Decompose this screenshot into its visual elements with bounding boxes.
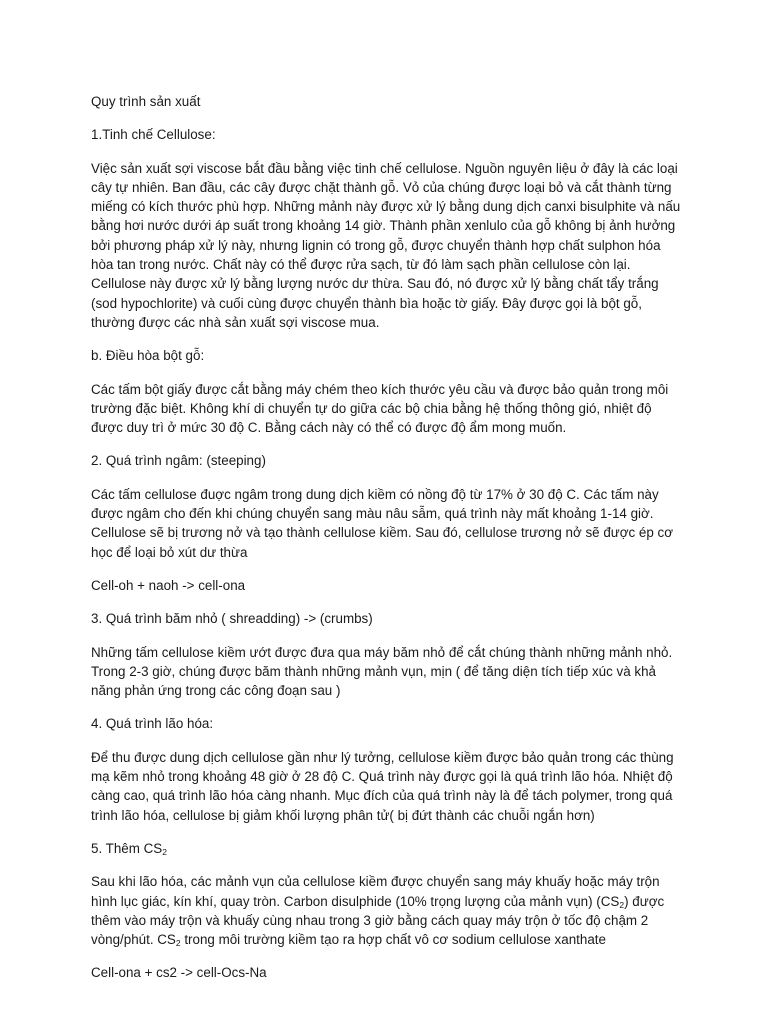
heading-text: 5. Thêm CS [91,840,163,856]
subscript: 2 [175,938,181,949]
paragraph-ngam: Các tấm cellulose đuợc ngâm trong dung dịch kiềm có nồng độ từ 17% ở 30 độ C. Các tấm này được ngâm cho đến khi chúng chuyển sang màu nâu sẫm, quá trình này mất khoảng 1-14 giờ. Cellulose sẽ bị trương nở và tạo thành cellulose kiềm. Sau đó, cellulose trương nở sẽ được ép cơ học để loại bỏ xút dư thừa [91,486,674,560]
paragraph-text-b: ) được thêm vào máy trộn và khuấy cùng nhau trong 3 giờ bằng cách quay máy trộn ở tốc độ chậm 2 vòng/phút. CS [91,893,665,948]
section-heading-bam-nho: 3. Quá trình băm nhỏ ( shreadding) -> (crumbs) [91,611,373,627]
document-page [91,92,681,997]
equation-ngam: Cell-oh + naoh -> cell-ona [91,577,246,593]
section-heading-tinh-che: 1.Tinh chế Cellulose: [91,127,216,143]
subscript: 2 [162,846,167,857]
paragraph-them-cs2 [91,872,681,949]
section-heading-ngam: 2. Quá trình ngâm: (steeping) [91,453,266,469]
paragraph-lao-hoa: Để thu được dung dịch cellulose gần như lý tưởng, cellulose kiềm được bảo quản trong các thùng mạ kẽm nhỏ trong khoảng 48 giờ ở 28 độ C. Quá trình này được gọi là quá trình lão hóa. Nhiệt độ càng cao, quá trình lão hóa càng nhanh. Mục đích của quá trình này là để tách polymer, trong quá trình lão hóa, cellulose bị giảm khối lượng phân tử( bị đứt thành các chuỗi ngắn hơn) [91,749,674,823]
equation-them-cs2: Cell-ona + cs2 -> cell-Ocs-Na [91,965,267,981]
section-heading-lao-hoa: 4. Quá trình lão hóa: [91,716,214,732]
section-heading-them-cs2 [91,839,681,858]
subscript: 2 [619,899,625,910]
paragraph-dieu-hoa: Các tấm bột giấy được cắt bằng máy chém theo kích thước yêu cầu và được bảo quản trong môi trường đặc biệt. Không khí di chuyển tự do giữa các bộ chia bằng hệ thống thông gió, nhiệt độ được duy trì ở mức 30 độ C. Bằng cách này có thể có được độ ẩm mong muốn. [91,381,669,436]
paragraph-text-a: Sau khi lão hóa, các mảnh vụn của cellulose kiềm được chuyển sang máy khuấy hoặc máy trộn hình lục giác, kín khí, quay tròn. Carbon disulphide (10% trọng lượng của mảnh vụn) (CS [91,874,660,909]
paragraph-tinh-che: Việc sản xuất sợi viscose bắt đầu bằng việc tinh chế cellulose. Nguồn nguyên liệu ở đây là các loại cây tự nhiên. Ban đầu, các cây được chặt thành gỗ. Vỏ của chúng được loại bỏ và cắt thành từng miếng có kích thước phù hợp. Những mảnh này được xử lý bằng dung dịch canxi bisulphite và nấu bằng hơi nước dưới áp suất trong khoảng 14 giờ. Thành phần xenlulo của gỗ không bị ảnh hưởng bởi phương pháp xử lý này, nhưng lignin có trong gỗ, được chuyển thành hợp chất sulphon hóa hòa tan trong nước. Chất này có thể được rửa sạch, từ đó làm sạch phần cellulose còn lại. Cellulose này được xử lý bằng lượng nước dư thừa. Sau đó, nó được xử lý bằng chất tẩy trắng (sod hypochlorite) và cuối cùng được chuyển thành bìa hoặc tờ giấy. Đây được gọi là bột gỗ, thường được các nhà sản xuất sợi viscose mua. [91,160,681,330]
document-title: Quy trình sản xuất [91,94,201,109]
paragraph-bam-nho: Những tấm cellulose kiềm ướt được đưa qua máy băm nhỏ để cắt chúng thành những mảnh nhỏ. Trong 2-3 giờ, chúng được băm thành những mảnh vụn, mịn ( để tăng diện tích tiếp xúc và khả năng phản ứng trong các công đoạn sau ) [91,644,673,699]
paragraph-text-c: trong môi trường kiềm tạo ra hợp chất vô cơ sodium cellulose xanthate [180,932,606,948]
section-heading-dieu-hoa: b. Điều hòa bột gỗ: [91,348,205,364]
